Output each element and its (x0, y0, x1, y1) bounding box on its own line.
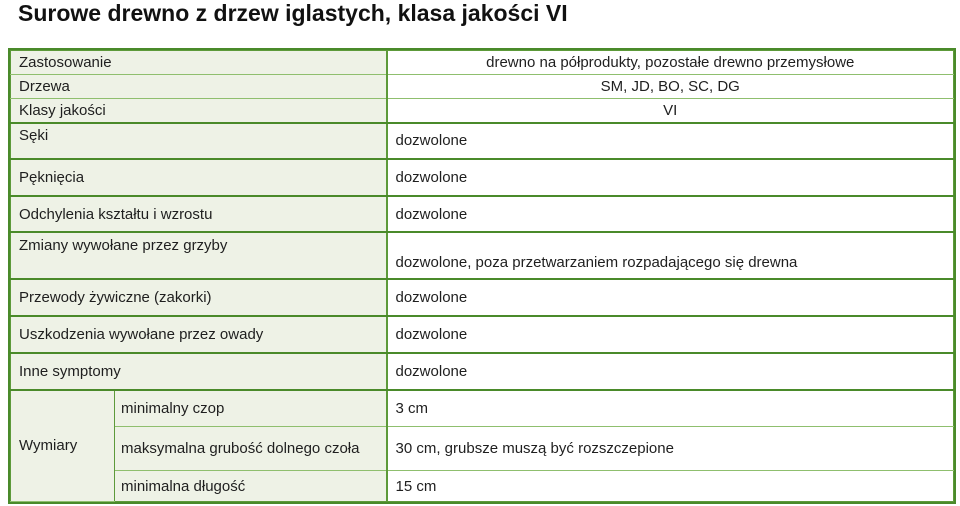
row-zastosowanie (11, 51, 954, 75)
row-label: Drzewa (11, 75, 387, 98)
row-inne-symptomy (11, 353, 954, 390)
row-value: dozwolone (387, 123, 954, 160)
dimension-value: 15 cm (387, 471, 954, 502)
row-value: dozwolone (387, 316, 954, 354)
row-value: dozwolone (387, 279, 954, 316)
row-klasy-jakosci (11, 98, 954, 122)
dimension-label: minimalny czop (115, 390, 387, 427)
row-min-dlugosc (11, 471, 954, 502)
row-value: dozwolone (387, 159, 954, 196)
row-value: SM, JD, BO, SC, DG (387, 75, 954, 98)
row-value: dozwolone, poza przetwarzaniem rozpadającego się drewna (387, 232, 954, 279)
spec-table-grid (10, 50, 954, 502)
row-label: Zmiany wywołane przez grzyby (11, 232, 387, 279)
row-value: dozwolone (387, 353, 954, 390)
row-label: Klasy jakości (11, 98, 387, 122)
page-title: Surowe drewno z drzew iglastych, klasa jakości VI (18, 0, 568, 26)
row-label: Przewody żywiczne (zakorki) (11, 279, 387, 316)
row-seki (11, 123, 954, 160)
row-label: Sęki (11, 123, 387, 160)
dimension-label: maksymalna grubość dolnego czoła (115, 426, 387, 471)
spec-table (8, 48, 956, 504)
row-pekniecia (11, 159, 954, 196)
row-label: Uszkodzenia wywołane przez owady (11, 316, 387, 354)
row-uszkodzenia-owady (11, 316, 954, 354)
row-value: VI (387, 98, 954, 122)
row-odchylenia (11, 196, 954, 233)
row-max-grubosc (11, 426, 954, 471)
dimensions-label: Wymiary (11, 390, 115, 502)
dimension-label: minimalna długość (115, 471, 387, 502)
dimension-value: 3 cm (387, 390, 954, 427)
row-min-czop (11, 390, 954, 427)
row-value: dozwolone (387, 196, 954, 233)
row-przewody-zywiczne (11, 279, 954, 316)
row-zmiany-grzyby (11, 232, 954, 279)
dimension-value: 30 cm, grubsze muszą być rozszczepione (387, 426, 954, 471)
row-value: drewno na półprodukty, pozostałe drewno przemysłowe (387, 51, 954, 75)
row-label: Odchylenia kształtu i wzrostu (11, 196, 387, 233)
row-label: Zastosowanie (11, 51, 387, 75)
row-drzewa (11, 75, 954, 98)
row-label: Pęknięcia (11, 159, 387, 196)
row-label: Inne symptomy (11, 353, 387, 390)
